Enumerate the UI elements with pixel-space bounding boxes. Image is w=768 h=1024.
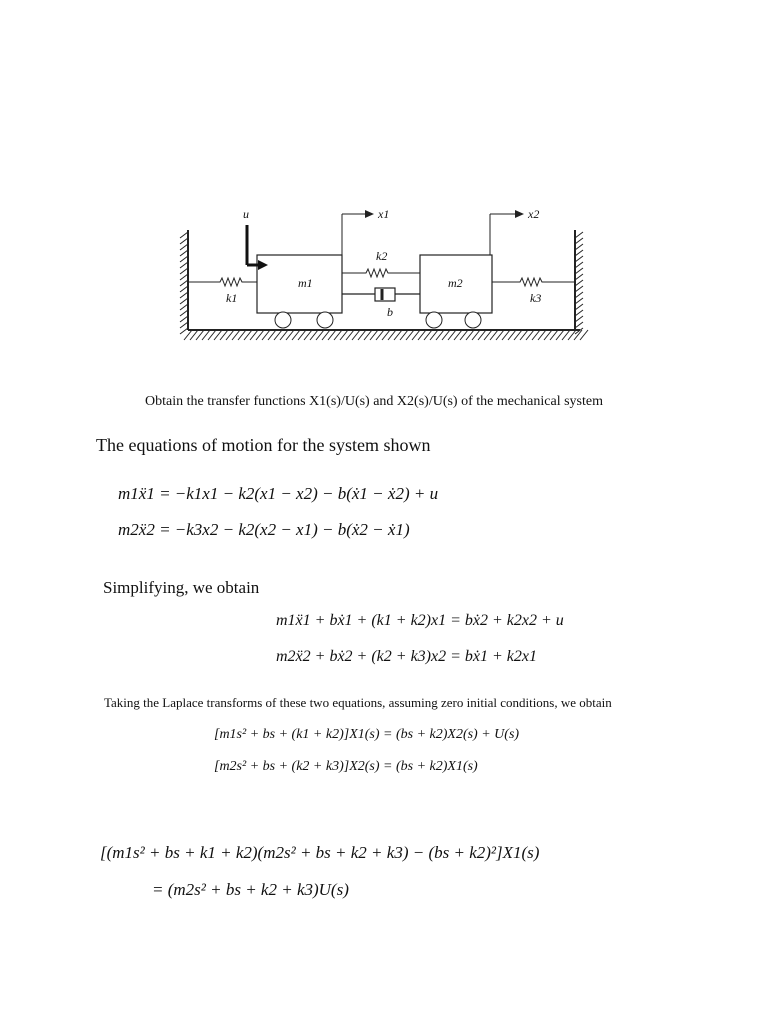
spring-k3: [492, 278, 575, 286]
damper-b: [342, 288, 420, 301]
wheel: [465, 312, 481, 328]
equation: [m2s² + bs + (k2 + k3)]X2(s) = (bs + k2)X1(s): [214, 759, 478, 774]
right-wall: [575, 230, 583, 334]
equation: m2ẍ2 = −k3x2 − k2(x2 − x1) − b(ẋ2 − ẋ1): [118, 520, 410, 539]
spring-k1: [188, 278, 257, 286]
section-heading: The equations of motion for the system shown: [96, 435, 431, 455]
spring-k2: [342, 269, 420, 277]
equation: m1ẍ1 + bẋ1 + (k1 + k2)x1 = bẋ2 + k2x2 + u: [276, 612, 564, 629]
wheel: [317, 312, 333, 328]
wheel: [426, 312, 442, 328]
mechanical-system-diagram: [170, 200, 600, 350]
label-x1: x1: [378, 207, 390, 221]
equation: [(m1s² + bs + k1 + k2)(m2s² + bs + k2 + k3) − (bs + k2)²]X1(s): [100, 843, 540, 862]
label-k3: k3: [530, 291, 542, 305]
left-wall: [180, 230, 188, 334]
label-x2: x2: [528, 207, 540, 221]
wheel: [275, 312, 291, 328]
label-u: u: [243, 207, 249, 221]
section-heading: Simplifying, we obtain: [103, 578, 260, 597]
label-m2: m2: [448, 276, 463, 290]
label-m1: m1: [298, 276, 313, 290]
label-k1: k1: [226, 291, 238, 305]
ground: [184, 330, 588, 340]
equation: = (m2s² + bs + k2 + k3)U(s): [152, 880, 349, 899]
equation: [m1s² + bs + (k1 + k2)]X1(s) = (bs + k2)X2(s) + U(s): [214, 727, 520, 742]
equation: m1ẍ1 = −k1x1 − k2(x1 − x2) − b(ẋ1 − ẋ2) + u: [118, 484, 439, 503]
label-b: b: [387, 305, 393, 319]
label-k2: k2: [376, 249, 388, 263]
equation: m2ẍ2 + bẋ2 + (k2 + k3)x2 = bẋ1 + k2x1: [276, 648, 538, 665]
problem-statement: Obtain the transfer functions X1(s)/U(s) and X2(s)/U(s) of the mechanical system: [145, 394, 603, 409]
x2-displacement-arrow: [490, 210, 524, 255]
section-heading: Taking the Laplace transforms of these two equations, assuming zero initial conditions, we obtain: [104, 695, 612, 710]
x1-displacement-arrow: [342, 210, 374, 255]
